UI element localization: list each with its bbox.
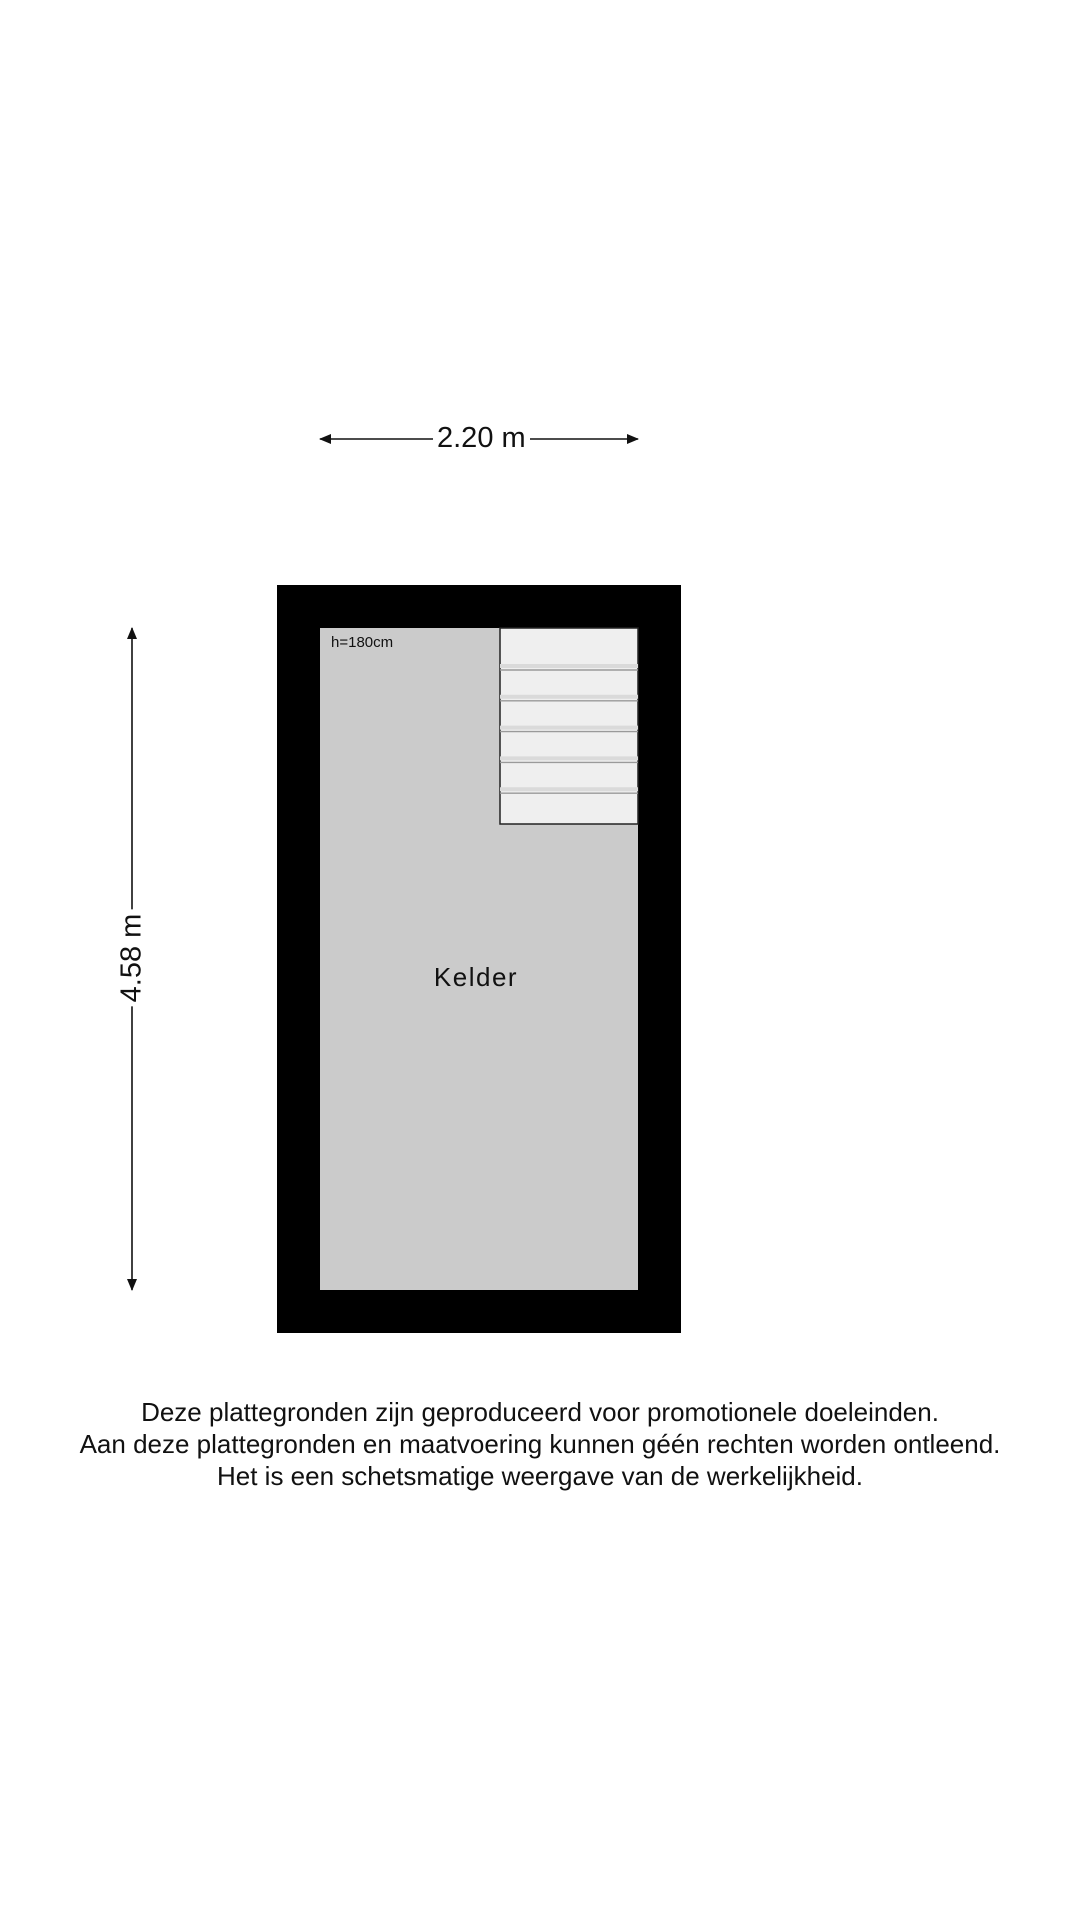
- height-dimension-label: 4.58 m: [118, 910, 147, 1007]
- width-dimension-label: 2.20 m: [433, 424, 530, 453]
- room-name-label: Kelder: [433, 962, 519, 992]
- staircase: [500, 628, 638, 824]
- disclaimer: [0, 1396, 1080, 1492]
- disclaimer-line-3: Het is een schetsmatige weergave van de werkelijkheid.: [216, 1461, 863, 1491]
- disclaimer-line-1: Deze plattegronden zijn geproduceerd voor promotionele doeleinden.: [141, 1397, 939, 1427]
- ceiling-height-label: h=180cm: [331, 634, 394, 651]
- disclaimer-line-2: Aan deze plattegronden en maatvoering kunnen géén rechten worden ontleend.: [79, 1429, 1001, 1459]
